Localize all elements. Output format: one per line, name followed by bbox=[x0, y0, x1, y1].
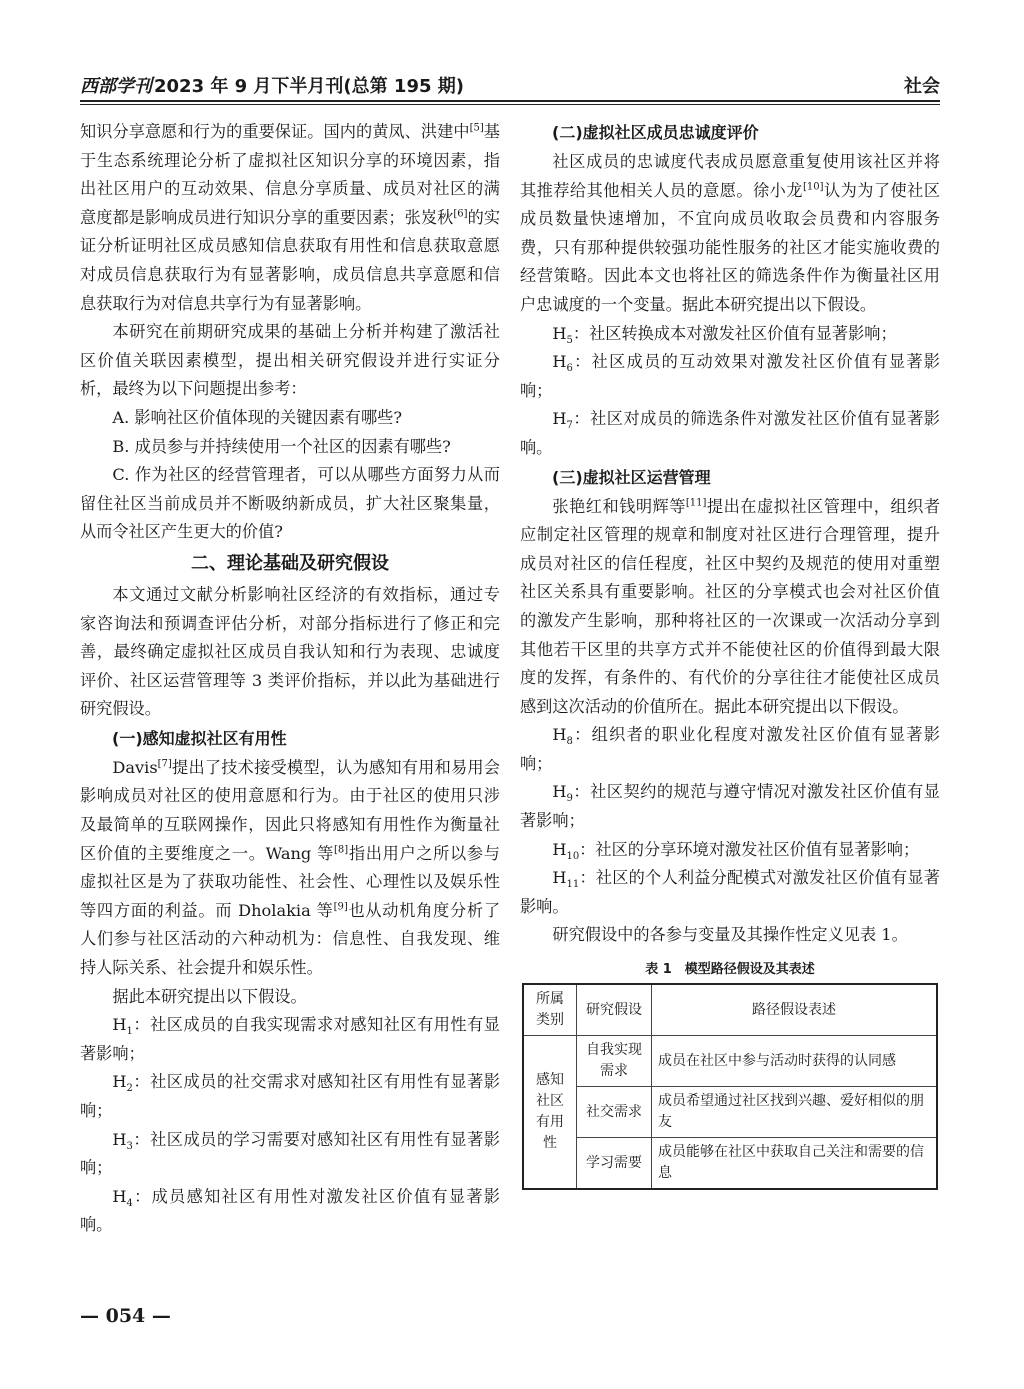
hypothesis-h7: $H_7$：社区对成员的筛选条件对激发社区价值有显著影响。 bbox=[520, 409, 940, 457]
table-header-cell: 所属类别 bbox=[523, 984, 577, 1036]
table-cell: 成员能够在社区中获取自己关注和需要的信息 bbox=[652, 1138, 938, 1190]
journal-issue: 西部学刊 2023 年 9 月下半月刊(总第 195 期) bbox=[80, 76, 464, 97]
table-header-row bbox=[523, 984, 937, 1036]
header-rule-thin bbox=[80, 104, 940, 105]
subsection-heading: (一)感知虚拟社区有用性 bbox=[112, 728, 287, 748]
hypothesis-h9: $H_9$：社区契约的规范与遵守情况对激发社区价值有显著影响； bbox=[520, 782, 940, 831]
hypothesis-h1: $H_1$：社区成员的自我实现需求对感知社区有用性有显著影响； bbox=[80, 1015, 500, 1063]
question-a: A. 影响社区价值体现的关键因素有哪些? bbox=[112, 407, 403, 427]
paragraph: 本文通过文献分析影响社区经济的有效指标，通过专家咨询法和预调查评估分析，对部分指标进行了修正和完善，最终确定虚拟社区成员自我认知和行为表现、忠诚度评价、社区运营管理等 3 类评价指标，并以此为基础进行研究假设。 bbox=[80, 584, 500, 719]
table-header-cell: 研究假设 bbox=[577, 984, 652, 1036]
paragraph: 据此本研究提出以下假设。 bbox=[112, 986, 307, 1006]
paragraph: 本研究在前期研究成果的基础上分析并构建了激活社区价值关联因素模型，提出相关研究假设并进行实证分析，最终为以下问题提出参考： bbox=[80, 322, 500, 399]
page-number: — 054 — bbox=[80, 1305, 171, 1327]
hypothesis-h6: $H_6$：社区成员的互动效果对激发社区价值有显著影响； bbox=[520, 352, 940, 400]
paragraph: 张艳红和钱明辉等[11]提出在虚拟社区管理中，组织者应制定社区管理的规章和制度对社区进行合理管理，提升成员对社区的信任程度，社区中契约及规范的使用对重塑社区关系具有重要影响。社区的分享模式也会对社区价值的激发产生影响，那种将社区的一次课或一次活动分享到其他若干区里的共享方式并不能使社区的价值得到最大限度的发挥，有条件的、有代价的分享往往才能使社区成员感到这次活动的价值所在。据此本研究提出以下假设。 bbox=[520, 496, 941, 716]
table-cell: 成员在社区中参与活动时获得的认同感 bbox=[652, 1036, 938, 1087]
hypothesis-table bbox=[522, 983, 938, 1190]
table-cell: 学习需要 bbox=[577, 1138, 652, 1190]
hypothesis-h10: $H_{10}$：社区的分享环境对激发社区价值有显著影响； bbox=[552, 839, 920, 862]
paragraph: 研究假设中的各参与变量及其操作性定义见表 1。 bbox=[552, 925, 908, 945]
subsection-heading: (三)虚拟社区运营管理 bbox=[552, 467, 711, 487]
table-row bbox=[523, 1087, 937, 1138]
hypothesis-h11: $H_{11}$：社区的个人利益分配模式对激发社区价值有显著影响。 bbox=[520, 868, 940, 916]
paragraph: 社区成员的忠诚度代表成员愿意重复使用该社区并将其推荐给其他相关人员的意愿。徐小龙[10]认为为了使社区成员数量快速增加，不宜向成员收取会员费和内容服务费，只有那种提供较强功能性服务的社区才能实施收费的经营策略。因此本文也将社区的筛选条件作为衡量社区用户忠诚度的一个变量。据此本研究提出以下假设。 bbox=[520, 152, 941, 314]
question-b: B. 成员参与并持续使用一个社区的因素有哪些? bbox=[112, 436, 451, 456]
paragraph: 知识分享意愿和行为的重要保证。国内的黄凤、洪建中[5]基于生态系统理论分析了虚拟社区知识分享的环境因素，指出社区用户的互动效果、信息分享质量、成员对社区的满意度都是影响成员进行知识分享的重要因素；张岌秋[6]的实证分析证明社区成员感知信息获取有用性和信息获取意愿对成员信息获取行为有显著影响，成员信息共享意愿和信息获取行为对信息共享行为有显著影响。 bbox=[80, 122, 501, 313]
page-header bbox=[80, 70, 940, 100]
table-row bbox=[523, 1036, 937, 1087]
hypothesis-h3: $H_3$：社区成员的学习需要对感知社区有用性有显著影响； bbox=[80, 1129, 500, 1178]
journal-logo: 西部学刊 bbox=[80, 76, 152, 97]
table-cell: 成员希望通过社区找到兴趣、爱好相似的朋友 bbox=[652, 1087, 938, 1138]
table-cell: 社交需求 bbox=[577, 1087, 652, 1138]
hypothesis-h5: $H_5$：社区转换成本对激发社区价值有显著影响； bbox=[552, 323, 897, 346]
left-column bbox=[80, 118, 500, 1240]
header-rule bbox=[80, 100, 940, 102]
table-category-cell: 感知社区有用性 bbox=[523, 1036, 577, 1190]
table-caption: 表 1 模型路径假设及其表述 bbox=[645, 962, 815, 978]
question-c: C. 作为社区的经营管理者，可以从哪些方面努力从而留住社区当前成员并不断吸纳新成员，扩大社区聚集量，从而令社区产生更大的价值? bbox=[80, 465, 500, 542]
subsection-heading: (二)虚拟社区成员忠诚度评价 bbox=[552, 123, 759, 142]
right-column bbox=[520, 118, 940, 1190]
paragraph: Davis[7]提出了技术接受模型，认为感知有用和易用会影响成员对社区的使用意愿和行为。由于社区的使用只涉及最简单的互联网操作，因此只将感知有用性作为衡量社区价值的主要维度之一。Wang 等[8]指出用户之所以参与虚拟社区是为了获取功能性、社会性、心理性以及娱乐性等四方面的利益。而 Dholakia 等[9]也从动机角度分析了人们参与社区活动的六种动机为：信息性、自我发现、维持人际关系、社会提升和娱乐性。 bbox=[80, 757, 501, 978]
hypothesis-h8: $H_8$：组织者的职业化程度对激发社区价值有显著影响； bbox=[520, 725, 940, 773]
section-heading: 二、理论基础及研究假设 bbox=[191, 552, 389, 574]
hypothesis-h2: $H_2$：社区成员的社交需求对感知社区有用性有显著影响； bbox=[80, 1072, 500, 1120]
hypothesis-h4: $H_4$：成员感知社区有用性对激发社区价值有显著影响。 bbox=[80, 1186, 500, 1235]
table-header-cell: 路径假设表述 bbox=[652, 984, 938, 1036]
section-label: 社会 bbox=[904, 76, 940, 97]
table-cell: 自我实现需求 bbox=[577, 1036, 652, 1087]
table-row bbox=[523, 1138, 937, 1190]
